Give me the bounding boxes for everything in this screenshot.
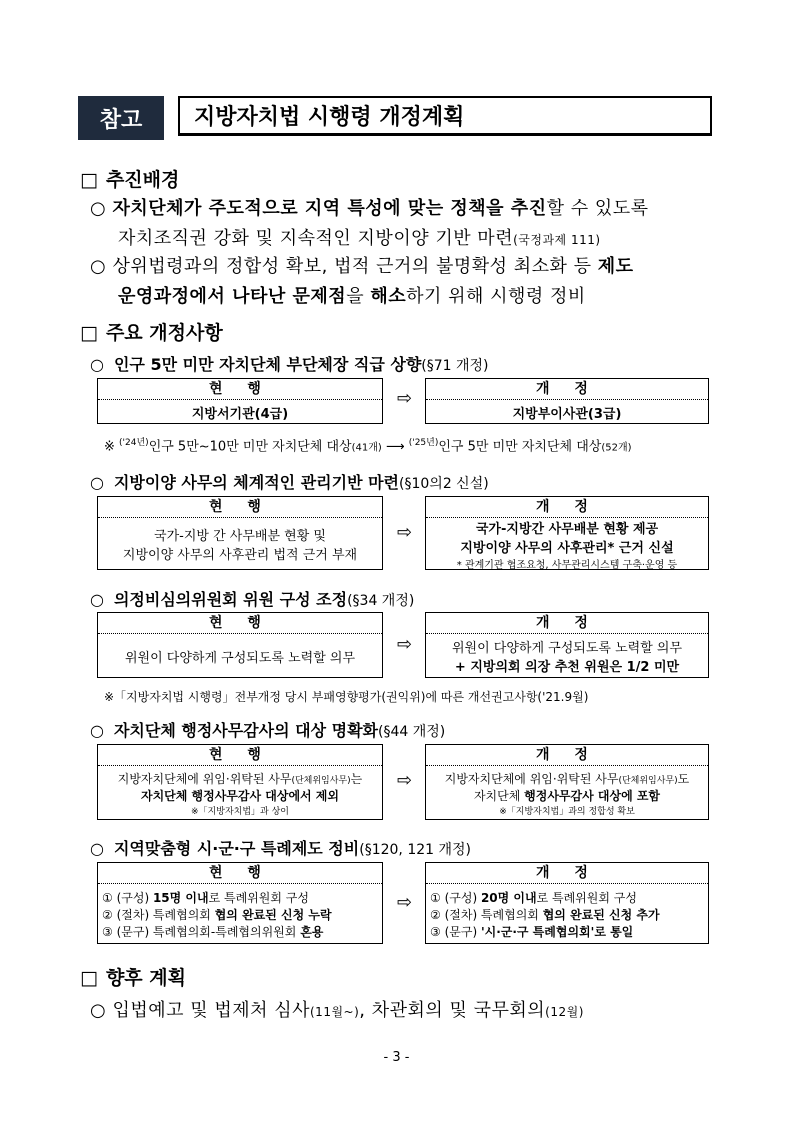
arrow-icon: ⇨ xyxy=(397,892,413,913)
bold-text: 협의 완료된 신청 추가 xyxy=(542,907,660,922)
bullet-icon: ○ xyxy=(90,1000,107,1021)
count-label: (52개) xyxy=(601,442,632,454)
item-note: (§34 개정) xyxy=(347,593,415,609)
text: 할 수 있도록 xyxy=(546,198,649,219)
arrow-icon: ⇨ xyxy=(397,522,413,543)
bullet-icon: ○ xyxy=(90,721,104,740)
item-4-heading xyxy=(90,718,445,741)
item-title: 지역맞춤형 시·군·구 특례제도 정비 xyxy=(113,839,360,858)
arrow-icon: ⇨ xyxy=(397,770,413,791)
bullet-icon: ○ xyxy=(90,839,104,858)
item-5-new-table xyxy=(425,862,709,944)
current-header: 현 행 xyxy=(98,745,382,766)
item-title: 의정비심의위원회 위원 구성 조정 xyxy=(113,590,348,609)
text: , 차관회의 및 국무회의 xyxy=(359,1000,546,1021)
page-title xyxy=(178,96,712,136)
item-4-current-table xyxy=(97,744,383,820)
text: 도 xyxy=(677,771,690,786)
bold-text: 15명 이내 xyxy=(152,890,209,905)
small-note: (12월) xyxy=(545,1005,584,1019)
item-1-footnote xyxy=(104,435,744,454)
text: 상위법령과의 정합성 확보, 법적 근거의 불명확성 최소화 등 xyxy=(112,256,598,277)
small-note: (국정과제 111) xyxy=(513,233,601,247)
text: ③ (문구) xyxy=(430,924,481,939)
text: 자치조직권 강화 및 지속적인 지방이양 기반 마련 xyxy=(118,228,514,249)
bold-text: 해소 xyxy=(370,286,407,307)
bold-text: 자치단체 행정사무감사 대상에서 제외 xyxy=(140,788,339,803)
item-5-heading xyxy=(90,836,471,859)
new-line: + 지방의회 의장 추천 위원은 1/2 미만 xyxy=(454,660,680,675)
item-note: (§71 개정) xyxy=(421,358,489,374)
item-4-new-table xyxy=(425,744,709,820)
checkbox-icon: □ xyxy=(80,967,98,989)
new-header: 개 정 xyxy=(426,613,708,634)
background-paragraph-1 xyxy=(90,194,730,255)
checkbox-icon: □ xyxy=(80,322,98,344)
text: ② (절차) 특례협의회 xyxy=(430,907,543,922)
bold-text: 자치단체가 주도적으로 지역 특성에 맞는 정책을 추진 xyxy=(112,198,547,219)
item-1-heading xyxy=(90,352,489,375)
new-header: 개 정 xyxy=(426,497,708,518)
bullet-icon: ○ xyxy=(90,256,107,277)
item-2-new-table xyxy=(425,496,709,570)
small-note: ※「지방자치법」과 상이 xyxy=(191,806,289,817)
text: 입법예고 및 법제처 심사 xyxy=(112,1000,310,1021)
item-title: 자치단체 행정사무감사의 대상 명확화 xyxy=(113,721,378,740)
item-2-heading xyxy=(90,470,489,493)
background-paragraph-2 xyxy=(90,252,730,312)
checkbox-icon: □ xyxy=(80,169,98,191)
bold-text: 협의 완료된 신청 누락 xyxy=(214,907,332,922)
bold-text: 운영과정에서 나타난 문제점 xyxy=(118,286,347,307)
year-label: ('25년) xyxy=(408,438,439,448)
text: 하기 위해 시행령 정비 xyxy=(406,286,586,307)
bold-text: 행정사무감사 대상에 포함 xyxy=(524,788,661,803)
item-note: (§44 개정) xyxy=(377,724,446,740)
item-3-footnote: ※「지방자치법 시행령」전부개정 당시 부패영향평가(권익위)에 따른 개선권고사항('21.9월) xyxy=(104,690,589,704)
small-text: (단체위임사무) xyxy=(618,775,678,786)
section-title: 추진배경 xyxy=(105,169,180,191)
reference-tag: 참고 xyxy=(78,96,164,140)
current-value: 위원이 다양하게 구성되도록 노력할 의무 xyxy=(124,650,355,666)
text: 는 xyxy=(350,771,363,786)
current-value: 지방서기관(4급) xyxy=(191,406,289,422)
title-text: 지방자치법 시행령 개정계획 xyxy=(194,105,465,130)
small-note: (11월~) xyxy=(310,1005,360,1019)
item-title: 인구 5만 미만 자치단체 부단체장 직급 상향 xyxy=(113,355,422,374)
bullet-icon: ○ xyxy=(90,590,104,609)
item-title: 지방이양 사무의 체계적인 관리기반 마련 xyxy=(113,473,400,492)
new-header: 개 정 xyxy=(426,379,708,400)
bullet-icon: ○ xyxy=(90,473,104,492)
plan-paragraph xyxy=(90,996,730,1027)
bold-text: 20명 이내 xyxy=(480,890,537,905)
current-line: 지방이양 사무의 사후관리 법적 근거 부재 xyxy=(122,548,358,563)
section-title: 향후 계획 xyxy=(105,967,186,989)
arrow-icon: ⇨ xyxy=(397,634,413,655)
new-header: 개 정 xyxy=(426,745,708,766)
item-3-new-table xyxy=(425,612,709,678)
text: ② (절차) 특례협의회 xyxy=(102,907,215,922)
item-5-current-table xyxy=(97,862,383,944)
arrow-icon: ⟶ xyxy=(381,439,409,455)
section-plan-heading xyxy=(80,963,186,990)
note-text: 인구 5만~10만 미만 자치단체 대상 xyxy=(148,439,352,455)
new-value: 지방부이사관(3급) xyxy=(512,406,622,422)
current-header: 현 행 xyxy=(98,497,382,518)
text: ③ (문구) 특례협의회-특례협의위원회 xyxy=(102,924,301,939)
note-mark: ※ xyxy=(104,439,120,455)
text: ① (구성) xyxy=(102,890,153,905)
bold-text: '시·군·구 특례협의회'로 통일 xyxy=(480,924,634,939)
item-1-new-table xyxy=(425,378,709,424)
new-line: 국가-지방간 사무배분 현황 제공 xyxy=(475,521,659,537)
text: 로 특례위원회 구성 xyxy=(208,890,309,905)
bold-text: 제도 xyxy=(597,256,634,277)
new-line: 위원이 다양하게 구성되도록 노력할 의무 xyxy=(451,641,682,656)
current-header: 현 행 xyxy=(98,613,382,634)
item-note: (§10의2 신설) xyxy=(399,476,489,492)
new-header: 개 정 xyxy=(426,863,708,884)
text: ① (구성) xyxy=(430,890,481,905)
item-2-current-table xyxy=(97,496,383,570)
item-1-current-table xyxy=(97,378,383,424)
text: 지방자치단체에 위임·위탁된 사무 xyxy=(444,771,619,786)
small-note: ※「지방자치법」과의 정합성 확보 xyxy=(499,806,635,817)
bullet-icon: ○ xyxy=(90,198,107,219)
section-changes-heading xyxy=(80,318,223,345)
bullet-icon: ○ xyxy=(90,355,104,374)
arrow-icon: ⇨ xyxy=(397,388,413,409)
bold-text: 혼용 xyxy=(300,924,324,939)
item-note: (§120, 121 개정) xyxy=(359,842,472,858)
section-background-heading xyxy=(80,165,179,192)
item-3-current-table xyxy=(97,612,383,678)
current-header: 현 행 xyxy=(98,379,382,400)
section-title: 주요 개정사항 xyxy=(105,322,223,344)
new-note: * 관계기관 협조요청, 사무관리시스템 구축·운영 등 xyxy=(456,559,678,571)
text: 을 xyxy=(346,286,371,307)
current-line: 국가-지방 간 사무배분 현황 및 xyxy=(154,529,326,544)
year-label: ('24년) xyxy=(119,438,149,448)
new-line: 지방이양 사무의 사후관리* 근거 신설 xyxy=(460,540,674,556)
count-label: (41개) xyxy=(351,442,382,454)
page-number: - 3 - xyxy=(383,1050,410,1065)
text: 자치단체 xyxy=(473,788,525,803)
text: 지방자치단체에 위임·위탁된 사무 xyxy=(117,771,292,786)
text: 로 특례위원회 구성 xyxy=(536,890,637,905)
note-text: 인구 5만 미만 자치단체 대상 xyxy=(438,439,602,455)
current-header: 현 행 xyxy=(98,863,382,884)
small-text: (단체위임사무) xyxy=(291,775,351,786)
item-3-heading xyxy=(90,587,414,610)
